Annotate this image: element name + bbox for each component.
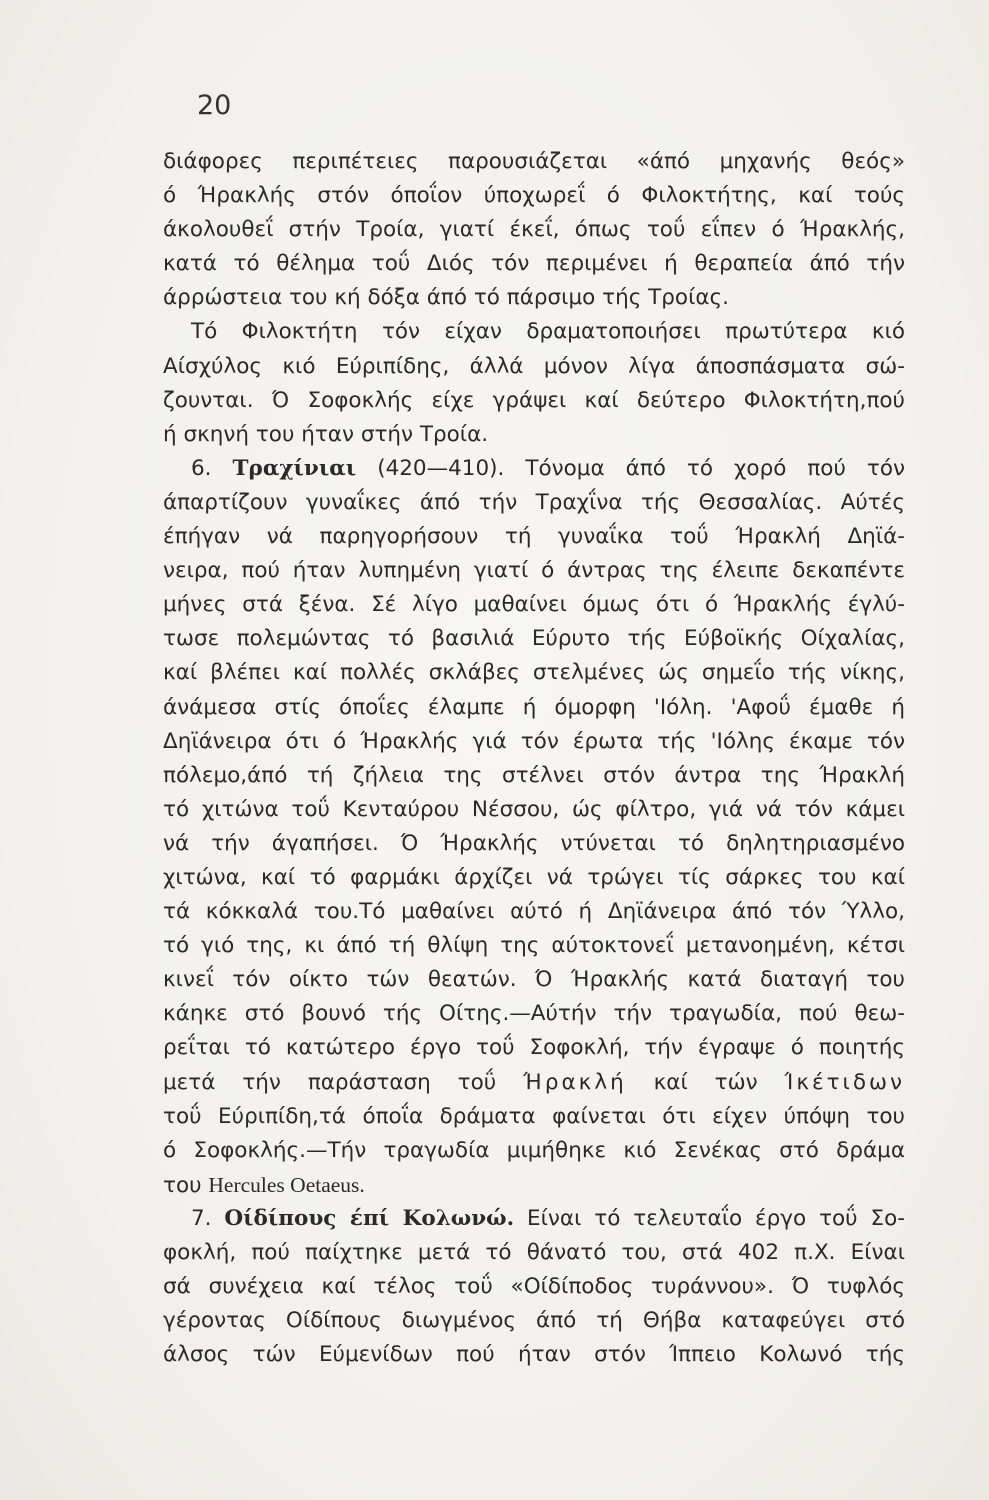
text-line: μήνες στά ξένα. Σέ λίγο μαθαίνει όμως ότι ό Ήρακλής έγλύ- [163, 592, 905, 618]
text-line: του Hercules Oetaeus. [163, 1172, 365, 1198]
text-line: καί βλέπει καί πολλές σκλάβες στελμένες ώς σημεΐο τής νίκης, [163, 660, 905, 686]
section-title: Τραχίνιαι [232, 455, 357, 481]
text-line: ζουνται. Ό Σοφοκλής είχε γράψει καί δεύτερο Φιλοκτήτη,πού [163, 387, 905, 413]
section-number: 6. [191, 455, 212, 481]
text-line: ρεΐται τό κατώτερο έργο τοΰ Σοφοκλή, τήν έγραψε ό ποιητής [163, 1035, 905, 1061]
text-line: τωσε πολεμώντας τό βασιλιά Εύρυτο τής Εύβοϊκής Οίχαλίας, [163, 626, 905, 652]
text-line: κινεΐ τόν οίκτο τών θεατών. Ό Ήρακλής κατά διαταγή του [163, 967, 905, 993]
section-number: 7. [191, 1205, 212, 1231]
text-line: τά κόκκαλά του.Τό μαθαίνει αύτό ή Δηϊάνειρα άπό τόν Ύλλο, [163, 899, 905, 925]
text-line: νά τήν άγαπήσει. Ό Ήρακλής ντύνεται τό δηλητηριασμένο [163, 830, 905, 856]
section-heading-line: 7. Οίδίπους έπί Κολωνώ. Είναι τό τελευταΐο έργο τοΰ Σο- [191, 1205, 906, 1231]
spaced-title: Ήρακλή [523, 1069, 627, 1095]
text-line: πόλεμο,άπό τή ζήλεια της στέλνει στόν άντρα της Ήρακλή [163, 762, 905, 788]
text-line: Τό Φιλοκτήτη τόν είχαν δραματοποιήσει πρωτύτερα κιό [191, 319, 905, 345]
text-line: φοκλή, πού παίχτηκε μετά τό θάνατό του, στά 402 π.Χ. Είναι [163, 1240, 905, 1265]
body-text [163, 145, 905, 1372]
text-line: άρρώστεια του κή δόξα άπό τό πάρσιμο τής Τροίας. [163, 285, 729, 311]
text-line: ό Ήρακλής στόν όποΐον ύποχωρεΐ ό Φιλοκτήτης, καί τούς [163, 183, 905, 209]
text-line: χιτώνα, καί τό φαρμάκι άρχίζει νά τρώγει τίς σάρκες του καί [163, 864, 905, 890]
text-line: Αίσχύλος κιό Εύριπίδης, άλλά μόνον λίγα άποσπάσματα σώ- [163, 353, 905, 379]
text-line: σά συνέχεια καί τέλος τοΰ «Οίδίποδος τυράννου». Ό τυφλός [163, 1274, 905, 1300]
text-line: κάηκε στό βουνό τής Οίτης.—Αύτήν τήν τραγωδία, πού θεω- [163, 1001, 905, 1027]
spaced-title: Ίκέτιδων [784, 1069, 906, 1095]
text-line: νειρα, πού ήταν λυπημένη γιατί ό άντρας της έλειπε δεκαπέντε [163, 558, 905, 584]
text-line: άπαρτίζουν γυναΐκες άπό τήν Τραχΐνα τής Θεσσαλίας. Αύτές [163, 489, 905, 515]
text-line: κατά τό θέλημα τοΰ Διός τόν περιμένει ή θεραπεία άπό τήν [163, 251, 905, 277]
text-line: γέροντας Οίδίπους διωγμένος άπό τή Θήβα καταφεύγει στό [163, 1308, 905, 1334]
text-line: ή σκηνή του ήταν στήν Τροία. [163, 421, 489, 447]
text-line: άλσος τών Εύμενίδων πού ήταν στόν Ίππειο Κολωνό τής [163, 1342, 905, 1368]
text-line: τό χιτώνα τοΰ Κενταύρου Νέσσου, ώς φίλτρο, γιά νά τόν κάμει [163, 796, 905, 822]
section-title: Οίδίπους έπί Κολωνώ. [224, 1205, 515, 1231]
text-line: Δηϊάνειρα ότι ό Ήρακλής γιά τόν έρωτα τής 'Ιόλης έκαμε τόν [163, 728, 905, 754]
text-line: μετά τήν παράσταση τοΰ Ήρακλή καί τών Ίκέτιδων [163, 1069, 906, 1095]
text-line: έπήγαν νά παρηγορήσουν τή γυναΐκα τοΰ Ήρακλή Δηϊά- [163, 524, 905, 550]
text-line: άκολουθεΐ στήν Τροία, γιατί έκεΐ, όπως τοΰ εΐπεν ό Ήρακλής, [163, 217, 905, 243]
text-line: άνάμεσα στίς όποΐες έλαμπε ή όμορφη 'Ιόλη. 'Αφοΰ έμαθε ή [163, 694, 905, 720]
latin-title: Hercules Oetaeus. [208, 1172, 365, 1197]
page-number: 20 [197, 90, 232, 121]
text-line: τοΰ Εύριπίδη,τά όποΐα δράματα φαίνεται ότι είχεν ύπόψη του [163, 1103, 905, 1129]
text-line: ό Σοφοκλής.—Τήν τραγωδία μιμήθηκε κιό Σενέκας στό δράμα [163, 1137, 905, 1163]
text-line: διάφορες περιπέτειες παρουσιάζεται «άπό μηχανής θεός» [163, 149, 905, 174]
text-line: τό γιό της, κι άπό τή θλίψη της αύτοκτονεΐ μετανοημένη, κέτσι [163, 933, 905, 959]
section-heading-line: 6. Τραχίνιαι (420—410). Τόνομα άπό τό χορό πού τόν [191, 455, 905, 481]
